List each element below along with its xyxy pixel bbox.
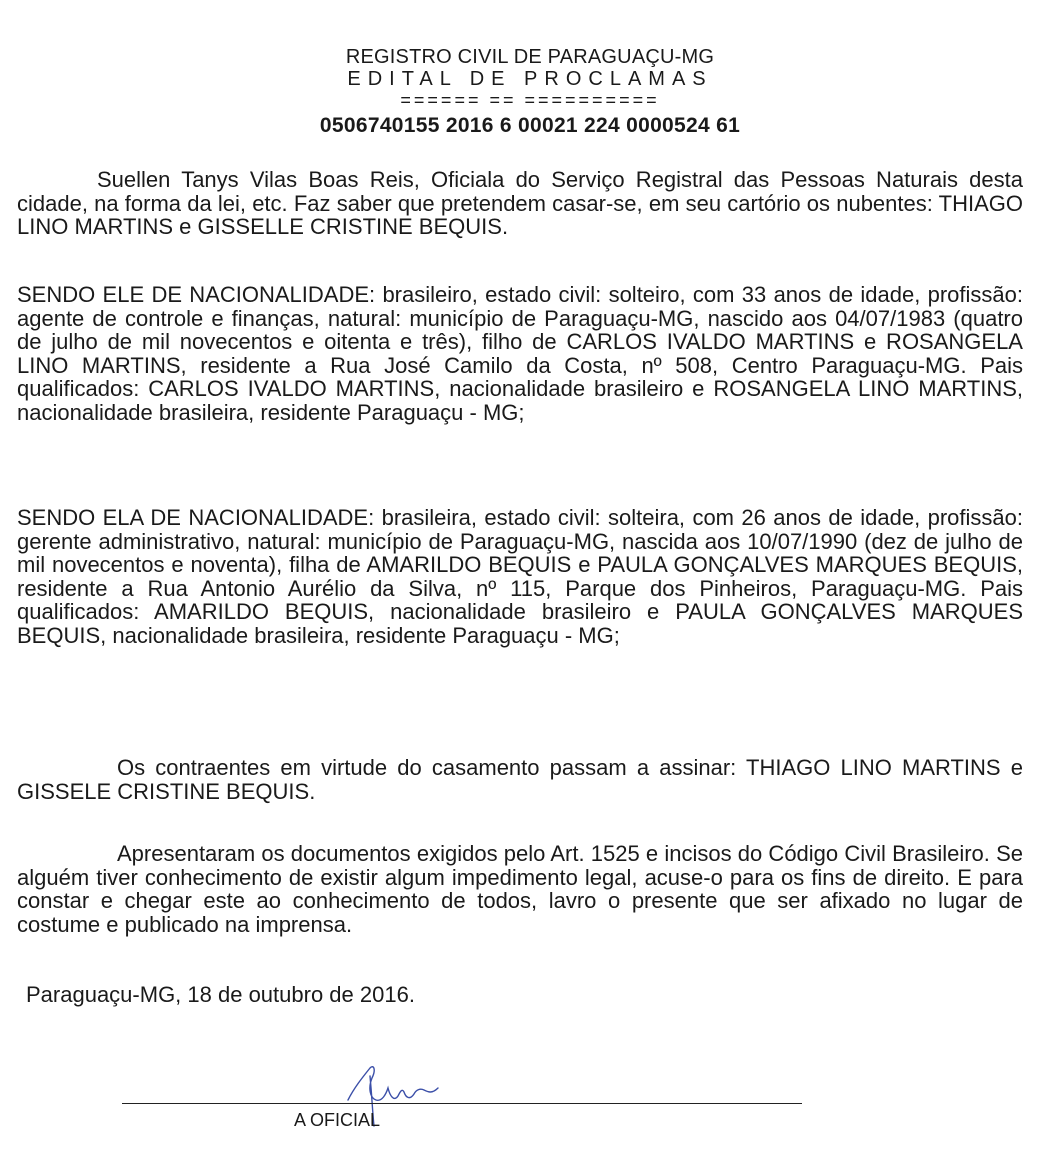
documents-paragraph: Apresentaram os documentos exigidos pelo Art. 1525 e incisos do Código Civil Brasileiro. Se alguém tiver conhecimento de existir algum impedimento legal, acuse-o para os fins de direito. E para constar e chegar este ao conhecimento de todos, lavro o presente que ser afixado no lugar de costume e publicado na imprensa. xyxy=(17,841,1023,937)
signature-caption: A OFICIAL xyxy=(294,1110,381,1130)
title-underline: ====== == ========== xyxy=(400,90,660,110)
bride-paragraph: SENDO ELA DE NACIONALIDADE: brasileira, estado civil: solteira, com 26 anos de idade, profissão: gerente administrativo, natural: município de Paraguaçu-MG, nascida aos 10/07/1990 (dez de julho de mil novecentos e noventa), filha de AMARILDO BEQUIS e PAULA GONÇALVES MARQUES BEQUIS, residente a Rua Antonio Aurélio da Silva, nº 115, Parque dos Pinheiros, Paraguaçu-MG. Pais qualificados: AMARILDO BEQUIS, nacionalidade brasileiro e PAULA GONÇALVES MARQUES BEQUIS, nacionalidade brasileira, residente Paraguaçu - MG; xyxy=(17,505,1023,648)
registration-number: 0506740155 2016 6 00021 224 0000524 61 xyxy=(319,114,741,137)
registry-heading: REGISTRO CIVIL DE PARAGUAÇU-MG xyxy=(345,46,715,68)
signature-line xyxy=(122,1103,802,1104)
edital-title: EDITAL DE PROCLAMAS xyxy=(347,68,713,90)
place-date: Paraguaçu-MG, 18 de outubro de 2016. xyxy=(26,982,415,1007)
intro-paragraph: Suellen Tanys Vilas Boas Reis, Oficiala do Serviço Registral das Pessoas Naturais desta cidade, na forma da lei, etc. Faz saber que pretendem casar-se, em seu cartório os nubentes: THIAGO LINO MARTINS e GISSELLE CRISTINE BEQUIS. xyxy=(17,167,1023,239)
signing-paragraph: Os contraentes em virtude do casamento passam a assinar: THIAGO LINO MARTINS e GISSELE CRISTINE BEQUIS. xyxy=(17,755,1023,804)
groom-paragraph: SENDO ELE DE NACIONALIDADE: brasileiro, estado civil: solteiro, com 33 anos de idade, profissão: agente de controle e finanças, natural: município de Paraguaçu-MG, nascido aos 04/07/1983 (quatro de julho de mil novecentos e oitenta e três), filho de CARLOS IVALDO MARTINS e ROSANGELA LINO MARTINS, residente a Rua José Camilo da Costa, nº 508, Centro Paraguaçu-MG. Pais qualificados: CARLOS IVALDO MARTINS, nacionalidade brasileiro e ROSANGELA LINO MARTINS, nacionalidade brasileira, residente Paraguaçu - MG; xyxy=(17,282,1023,425)
